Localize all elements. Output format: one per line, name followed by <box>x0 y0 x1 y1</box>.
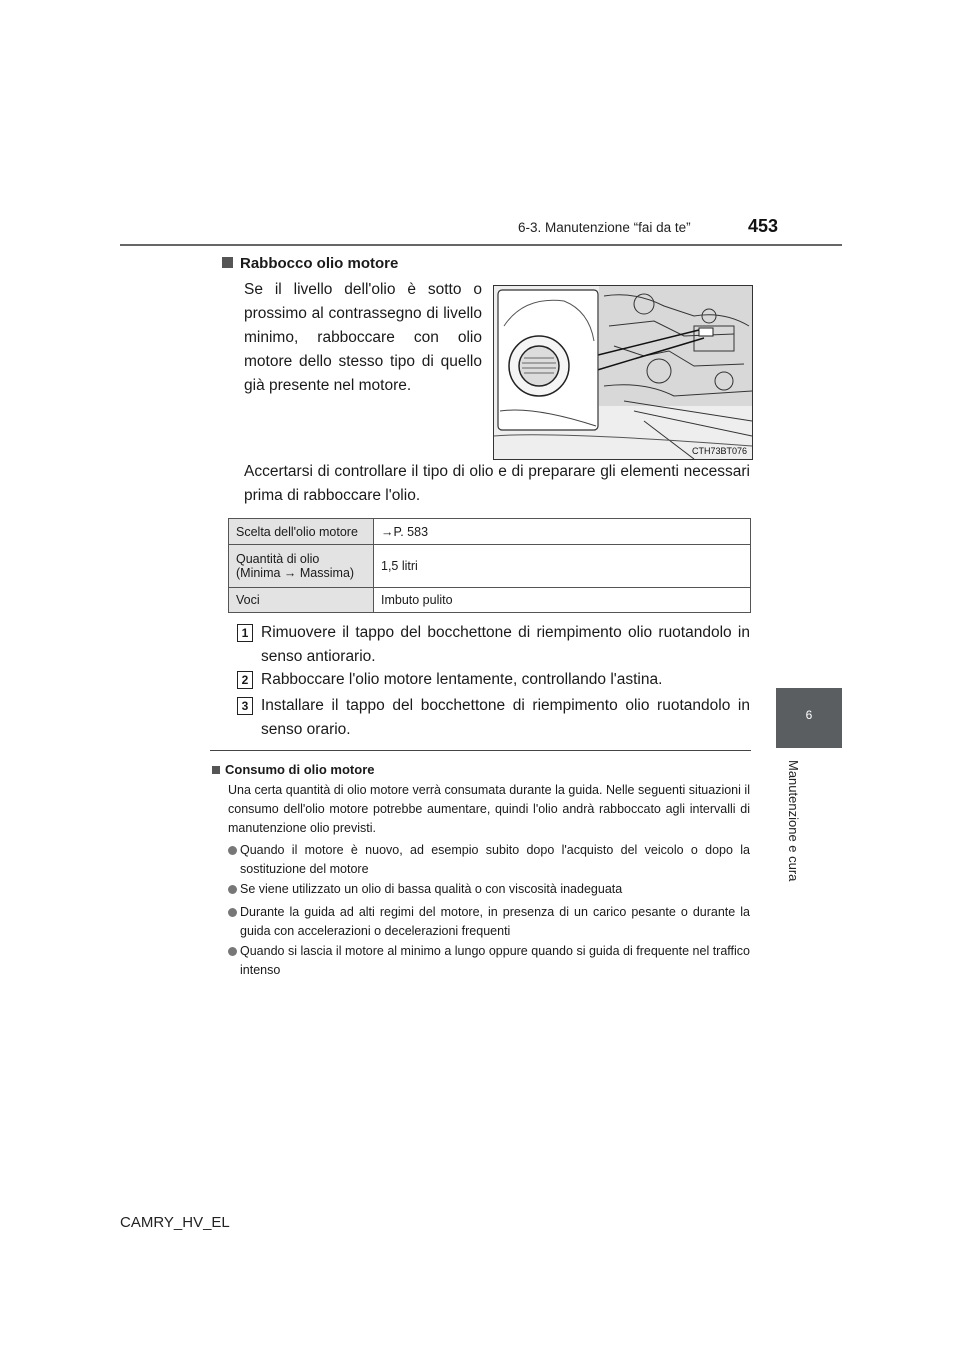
list-item <box>228 942 750 980</box>
engine-oil-cap-figure <box>493 285 753 460</box>
info-divider <box>210 750 751 751</box>
oil-spec-table <box>228 518 751 613</box>
step-item <box>237 621 750 669</box>
engine-illustration <box>494 286 752 459</box>
step-number: 3 <box>237 697 253 715</box>
bullet-dot-icon <box>228 908 237 917</box>
square-bullet-icon <box>212 766 220 774</box>
preparation-note: Accertarsi di controllare il tipo di olio e di preparare gli elementi necessari prima di rabboccare l'olio. <box>244 463 750 504</box>
info-title <box>212 762 375 777</box>
table-row <box>229 545 751 588</box>
table-value: 1,5 litri <box>374 545 751 588</box>
list-item <box>228 841 750 879</box>
header-section-title: 6-3. Manutenzione “fai da te” <box>518 220 691 235</box>
step-text: Rabboccare l'olio motore lentamente, controllando l'astina. <box>261 671 663 688</box>
list-item <box>228 903 750 941</box>
section-title-text: Rabbocco olio motore <box>240 255 399 272</box>
bullet-dot-icon <box>228 885 237 894</box>
info-paragraph: Una certa quantità di olio motore verrà consumata durante la guida. Nelle seguenti situazioni il consumo dell'olio motore potrebbe aumentare, quindi l'olio andrà rabboccato agli intervalli di manutenzione olio previsti. <box>228 783 750 835</box>
list-item-text: Se viene utilizzato un olio di bassa qualità o con viscosità inadeguata <box>240 882 623 896</box>
table-row <box>229 519 751 545</box>
list-item-text: Quando si lascia il motore al minimo a lungo oppure quando si guida di frequente nel traffico intenso <box>240 944 750 977</box>
bullet-dot-icon <box>228 846 237 855</box>
table-row <box>229 588 751 613</box>
list-item <box>228 880 750 899</box>
header-divider <box>120 244 842 246</box>
list-item-text: Durante la guida ad alti regimi del motore, in presenza di un carico pesante o durante la guida con accelerazioni o decelerazioni frequenti <box>240 905 750 938</box>
step-item <box>237 694 750 742</box>
table-value: Imbuto pulito <box>374 588 751 613</box>
step-number: 2 <box>237 671 253 689</box>
step-text: Installare il tappo del bocchettone di riempimento olio ruotandolo in senso orario. <box>261 697 750 738</box>
intro-paragraph: Se il livello dell'olio è sotto o prossimo al contrassegno di livello minimo, rabboccare con olio motore dello stesso tipo di quello già presente nel motore. <box>244 281 482 394</box>
table-value: →P. 583 <box>374 519 751 545</box>
chapter-tab-number: 6 <box>805 708 813 722</box>
step-item <box>237 668 750 692</box>
info-title-text: Consumo di olio motore <box>225 762 375 777</box>
list-item-text: Quando il motore è nuovo, ad esempio subito dopo l'acquisto del veicolo o dopo la sostituzione del motore <box>240 843 750 876</box>
table-key: Quantità di olio (Minima → Massima) <box>229 545 374 588</box>
table-key: Scelta dell'olio motore <box>229 519 374 545</box>
square-bullet-icon <box>222 257 233 268</box>
footer-model-code: CAMRY_HV_EL <box>120 1214 230 1231</box>
figure-code: CTH73BT076 <box>692 446 748 456</box>
bullet-dot-icon <box>228 947 237 956</box>
page-number: 453 <box>748 216 779 236</box>
table-key: Voci <box>229 588 374 613</box>
step-text: Rimuovere il tappo del bocchettone di riempimento olio ruotandolo in senso antiorario. <box>261 624 750 665</box>
chapter-tab-label: Manutenzione e cura <box>786 760 801 882</box>
step-number: 1 <box>237 624 253 642</box>
section-title <box>222 255 398 272</box>
